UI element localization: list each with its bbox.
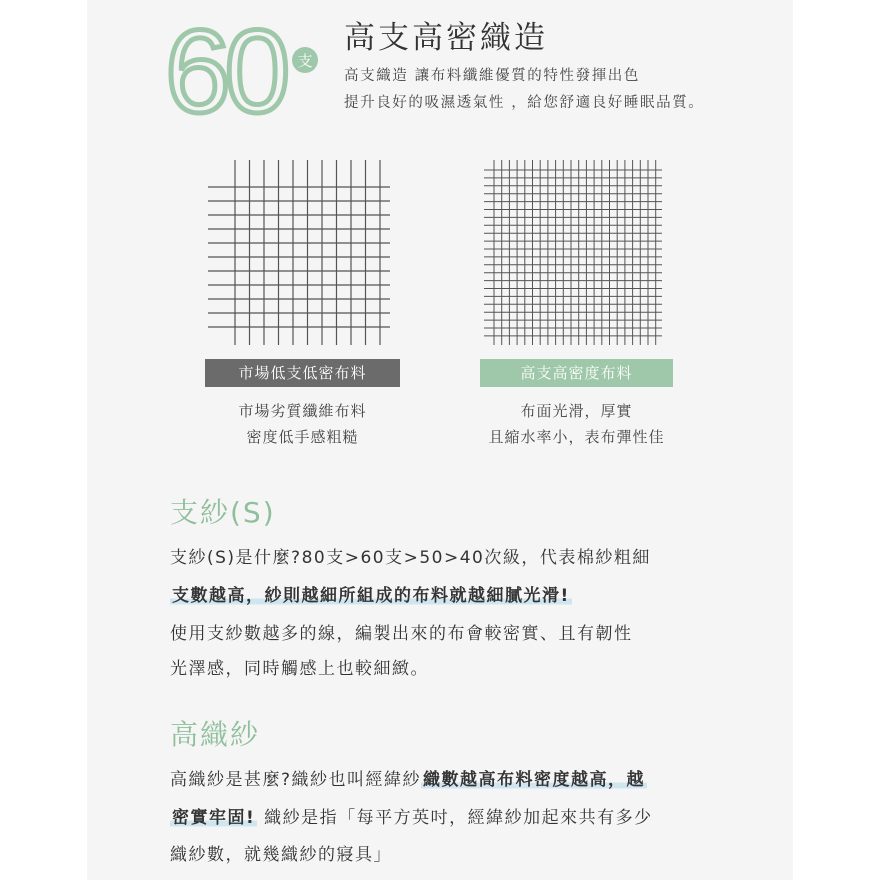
thread-count-plain-text: 織紗是指「每平方英吋，經緯紗加起來共有多少 [257,808,653,828]
high-density-desc-line: 且縮水率小，表布彈性佳 [488,428,665,446]
low-density-desc-line: 密度低手感粗糙 [246,428,359,446]
thread-count-highlight-text: 密實牢固! [172,808,256,828]
yarn-count-text-line: 光澤感，同時觸感上也較細緻。 [170,659,429,679]
thread-count-text-line: 織紗數，就幾織紗的寢具」 [170,845,392,865]
yarn-count-text-line: 支紗(S)是什麼?80支>60支>50>40次級，代表棉紗粗細 [170,548,651,568]
low-density-description [205,398,400,450]
low-density-weave-grid [208,160,390,345]
thread-count-heading: 高織紗 [170,718,261,751]
sixty-count-logo [165,12,325,122]
logo-number: 60 [165,12,285,122]
high-density-weave-grid [484,160,662,345]
thread-count-text-line [170,765,647,790]
yarn-count-highlight-text: 支數越高，紗則越細所組成的布料就越細膩光滑! [172,586,570,606]
page-title: 高支高密織造 [344,20,548,56]
yarn-count-text-line: 使用支紗數越多的線，編製出來的布會較密實、且有韌性 [170,624,633,644]
logo-badge-text: 支 [297,52,313,70]
subtitle-line-1: 高支織造 讓布料纖維優質的特性發揮出色 [344,68,641,84]
subtitle-line-2: 提升良好的吸濕透氣性 ，給您舒適良好睡眠品質。 [344,95,705,111]
low-density-label: 市場低支低密布料 [205,359,400,387]
high-density-description [473,398,680,450]
high-density-label: 高支高密度布料 [480,359,673,387]
low-density-desc-line: 市場劣質纖維布料 [238,402,367,420]
thread-count-highlight-text: 織數越高布料密度越高，越 [423,770,646,790]
thread-count-text-line [170,803,653,828]
high-density-desc-line: 布面光滑，厚實 [520,402,633,420]
yarn-count-heading: 支紗(S) [170,496,276,529]
thread-count-plain-text: 高織紗是甚麼?織紗也叫經緯紗 [170,770,422,790]
yarn-count-highlight [170,581,572,606]
